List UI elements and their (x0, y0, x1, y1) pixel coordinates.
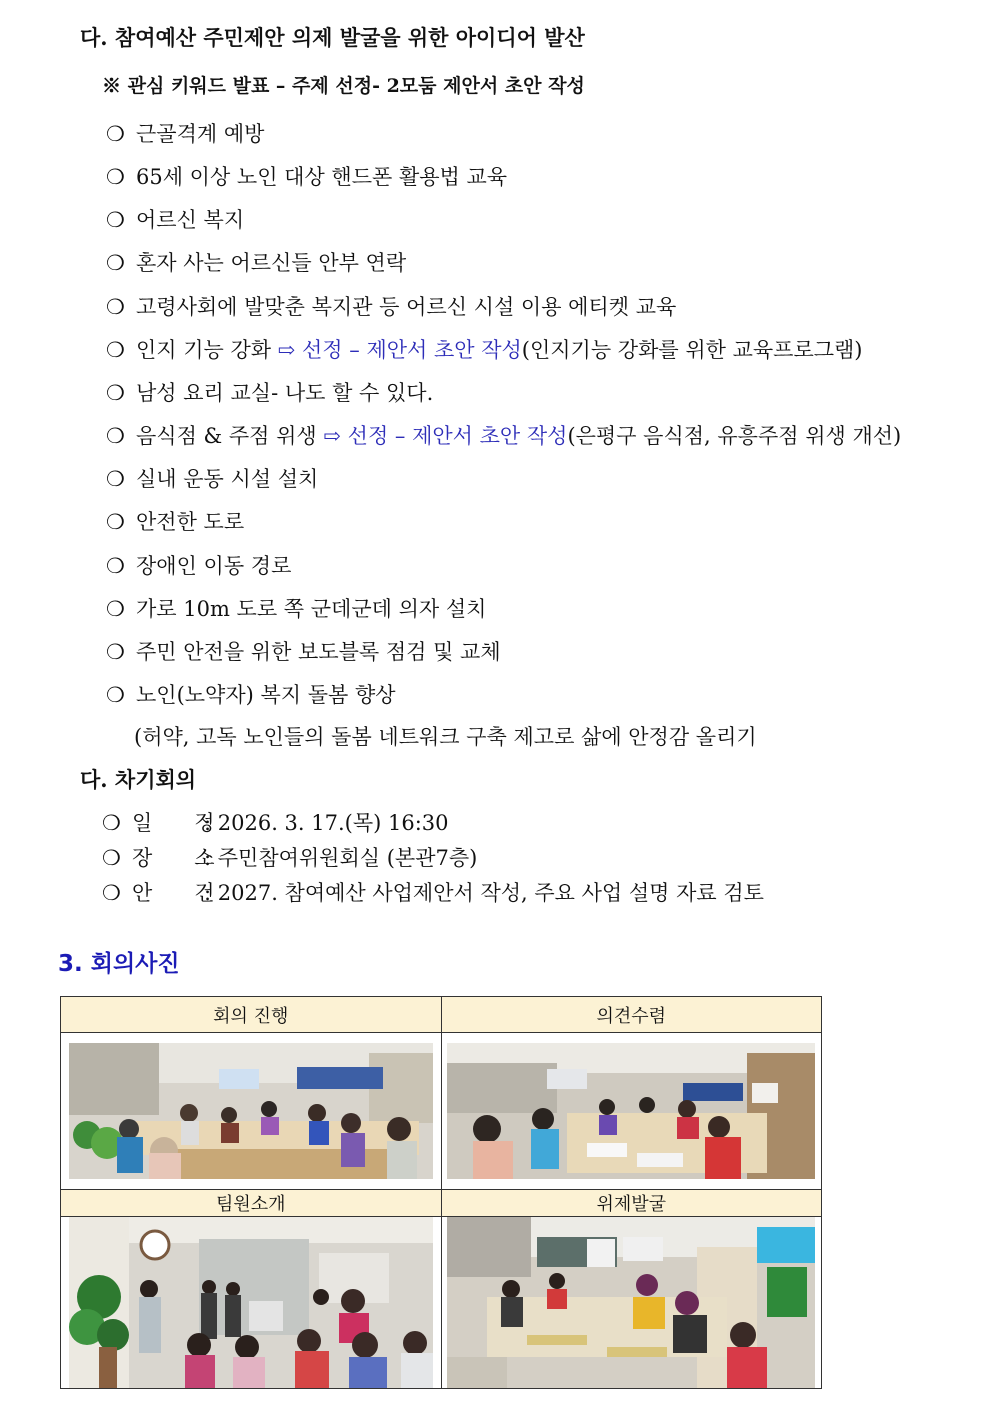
idea-text: 어르신 복지 (136, 208, 245, 233)
photo-cell-agenda (441, 1217, 822, 1389)
idea-item (106, 334, 863, 364)
idea-text: 주민 안전을 위한 보도블록 점검 및 교체 (136, 639, 501, 664)
bullet-circle: ❍ (106, 424, 125, 449)
meeting-photo-3 (69, 1217, 433, 1388)
schedule-value: : 2027. 참여예산 사업제안서 작성, 주요 사업 설명 자료 검토 (204, 881, 764, 905)
photo-cell-progress (61, 1033, 442, 1190)
idea-text: 고령사회에 발맞춘 복지관 등 어르신 시설 이용 에티켓 교육 (136, 294, 677, 319)
idea-item (106, 161, 507, 191)
idea-item (106, 636, 501, 666)
section-next-title: 다. 차기회의 (80, 767, 197, 792)
schedule-value: : 주민참여위원회실 (본관7층) (204, 846, 478, 870)
idea-text: 가로 10m 도로 쪽 군데군데 의자 설치 (136, 596, 487, 621)
bullet-circle: ❍ (102, 846, 121, 870)
schedule-row (102, 842, 477, 872)
idea-detail: (인지기능 강화를 위한 교육프로그램) (521, 337, 863, 362)
idea-item (106, 550, 291, 580)
keyword-note: ※ 관심 키워드 발표 – 주제 선정- 2모둠 제안서 초안 작성 (102, 75, 585, 97)
idea-text: 안전한 도로 (136, 510, 245, 535)
idea-item (106, 463, 318, 493)
bullet-circle: ❍ (102, 881, 121, 905)
selected-highlight: ⇨ 선정 – 제안서 초안 작성 (323, 424, 568, 449)
bullet-circle: ❍ (106, 510, 125, 535)
idea-item (106, 420, 901, 450)
bullet-circle: ❍ (106, 682, 125, 707)
schedule-label: 장 소 (132, 846, 215, 870)
meeting-photo-2 (447, 1043, 815, 1179)
idea-item (106, 291, 676, 321)
idea-item (106, 118, 264, 148)
bullet-circle: ❍ (106, 251, 125, 276)
idea-item (106, 679, 396, 709)
bullet-circle: ❍ (106, 337, 125, 362)
idea-item (106, 593, 486, 623)
idea-detail: (은평구 음식점, 유흥주점 위생 개선) (567, 424, 902, 449)
photo-caption-progress: 회의 진행 (61, 997, 442, 1033)
bullet-circle: ❍ (106, 122, 125, 146)
idea-item (106, 204, 244, 234)
idea-text: 남성 요리 교실- 나도 할 수 있다. (136, 380, 434, 405)
idea-item (106, 506, 244, 536)
section-ideas-title: 다. 참여예산 주민제안 의제 발굴을 위한 아이디어 발산 (80, 25, 585, 50)
photo-caption-team: 팀원소개 (61, 1190, 442, 1217)
idea-text: 실내 운동 시설 설치 (136, 467, 319, 492)
idea-text: 65세 이상 노인 대상 핸드폰 활용법 교육 (136, 165, 508, 190)
photo-caption-agenda: 위제발굴 (441, 1190, 822, 1217)
bullet-circle: ❍ (106, 553, 125, 578)
photo-cell-opinion (441, 1033, 822, 1190)
idea-item (106, 247, 406, 277)
idea-text: 인지 기능 강화 (136, 337, 278, 362)
idea-text: 장애인 이동 경로 (136, 553, 292, 578)
idea-item (106, 377, 433, 407)
bullet-circle: ❍ (106, 639, 125, 664)
idea-text: 노인(노약자) 복지 돌봄 향상 (136, 682, 396, 707)
schedule-value: : 2026. 3. 17.(목) 16:30 (204, 811, 449, 835)
idea-text: 혼자 사는 어르신들 안부 연락 (136, 251, 407, 276)
bullet-circle: ❍ (106, 165, 125, 190)
photo-table (60, 996, 822, 1389)
idea-text: 음식점 & 주점 위생 (136, 424, 324, 449)
schedule-label: 일 정 (132, 811, 215, 835)
idea-continuation: (허약, 고독 노인들의 돌봄 네트워크 구축 제고로 삶에 안정감 올리기 (134, 725, 757, 749)
bullet-circle: ❍ (106, 294, 125, 319)
meeting-photo-1 (69, 1043, 433, 1179)
meeting-photo-4 (447, 1217, 815, 1388)
bullet-circle: ❍ (106, 596, 125, 621)
schedule-row (102, 807, 449, 837)
schedule-label: 안 건 (132, 881, 215, 905)
photo-caption-opinion: 의견수렴 (441, 997, 822, 1033)
selected-highlight: ⇨ 선정 – 제안서 초안 작성 (277, 337, 522, 362)
bullet-circle: ❍ (106, 380, 125, 405)
schedule-row (102, 877, 764, 907)
section-photos-title: 3. 회의사진 (58, 951, 180, 977)
bullet-circle: ❍ (102, 811, 121, 835)
photo-cell-team (61, 1217, 442, 1389)
bullet-circle: ❍ (106, 467, 125, 492)
bullet-circle: ❍ (106, 208, 125, 233)
idea-text: 근골격계 예방 (136, 122, 265, 146)
